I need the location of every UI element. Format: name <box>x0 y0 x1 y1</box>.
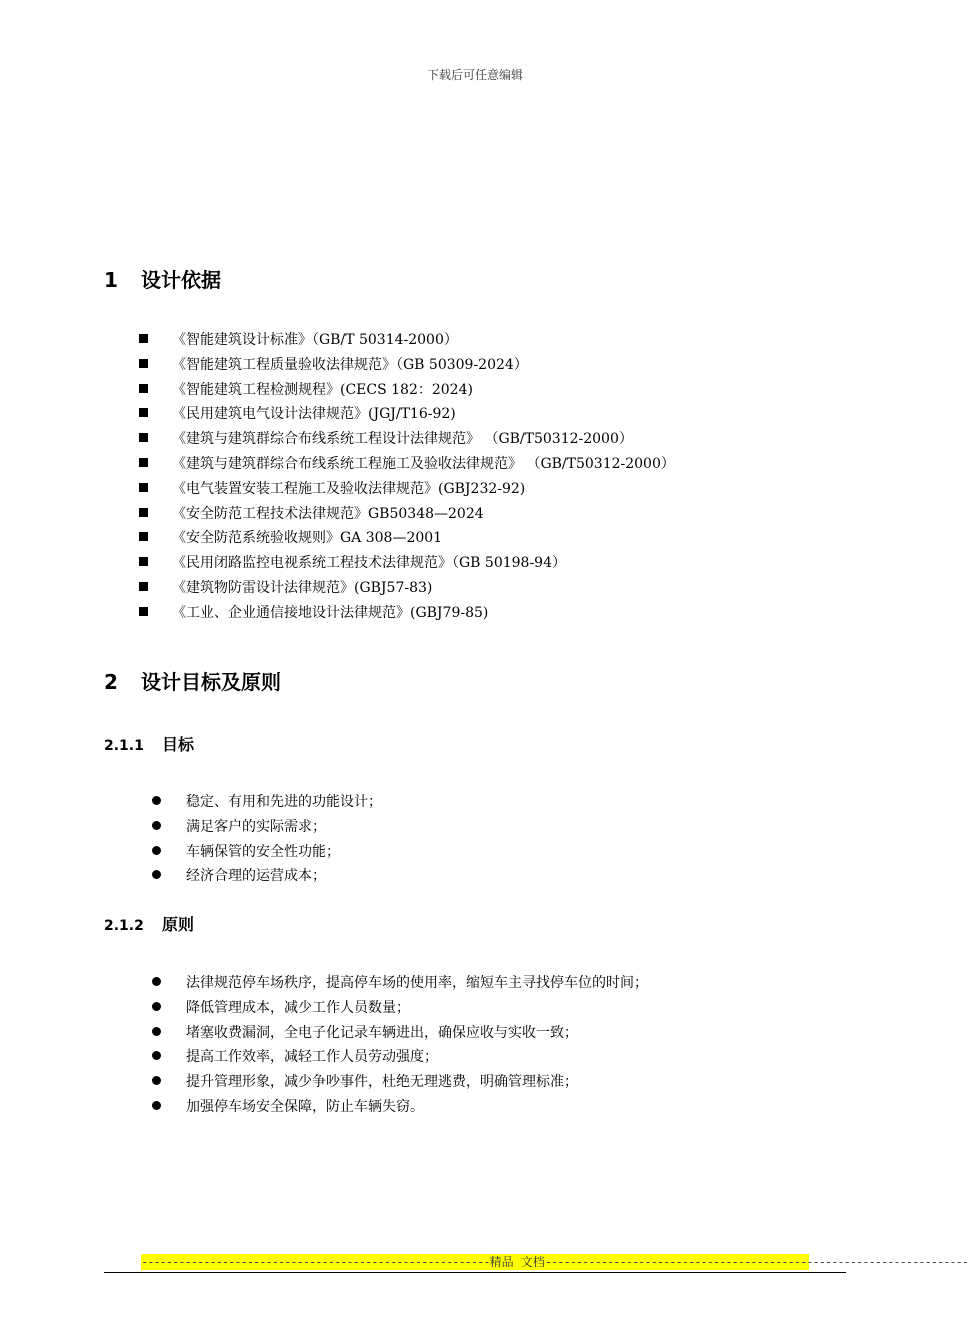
round-bullet-icon <box>152 1076 161 1085</box>
list-item <box>152 815 382 840</box>
list-item <box>152 840 382 865</box>
list-item-text: 《民用闭路监控电视系统工程技术法律规范》（GB 50198-94） <box>172 555 567 572</box>
goals-list <box>152 790 382 889</box>
footer-highlight-band <box>141 1254 968 1270</box>
round-bullet-icon <box>152 796 161 805</box>
section-1-heading <box>104 264 221 293</box>
list-item-text: 满足客户的实际需求； <box>186 818 326 835</box>
round-bullet-icon <box>152 1101 161 1110</box>
list-item <box>139 477 675 502</box>
footer-label: 精品 文档 <box>489 1255 545 1269</box>
list-item-text: 《建筑物防雷设计法律规范》(GBJ57-83) <box>172 579 433 596</box>
principles-list <box>152 971 648 1120</box>
round-bullet-icon <box>152 870 161 879</box>
list-item-text: 《智能建筑设计标准》（GB/T 50314-2000） <box>172 332 458 348</box>
square-bullet-icon <box>139 483 148 492</box>
list-item <box>152 1070 648 1095</box>
section-1-title: 设计依据 <box>141 268 221 292</box>
list-item <box>152 971 648 996</box>
round-bullet-icon <box>152 821 161 830</box>
list-item-text: 《电气装置安装工程施工及验收法律规范》(GBJ232-92) <box>172 480 526 497</box>
list-item-text: 《智能建筑工程质量验收法律规范》（GB 50309-2024） <box>172 356 528 373</box>
list-item-text: 《智能建筑工程检测规程》(CECS 182：2024) <box>172 381 473 398</box>
square-bullet-icon <box>139 433 148 442</box>
round-bullet-icon <box>152 977 161 986</box>
list-item-text: 《建筑与建筑群综合布线系统工程施工及验收法律规范》 （GB/T50312-2000） <box>172 455 675 472</box>
list-item-text: 堵塞收费漏洞，全电子化记录车辆进出，确保应收与实收一致； <box>186 1024 578 1041</box>
list-item <box>152 996 648 1021</box>
subsection-number: 2.1.1 <box>104 738 144 754</box>
section-2-number: 2 <box>104 670 118 694</box>
square-bullet-icon <box>139 384 148 393</box>
list-item-text: 《工业、企业通信接地设计法律规范》(GBJ79-85) <box>172 604 489 621</box>
square-bullet-icon <box>139 557 148 566</box>
list-item-text: 经济合理的运营成本； <box>186 868 326 885</box>
round-bullet-icon <box>152 846 161 855</box>
list-item <box>139 427 675 452</box>
list-item <box>139 402 675 427</box>
list-item-text: 加强停车场安全保障，防止车辆失窃。 <box>186 1098 424 1115</box>
square-bullet-icon <box>139 359 148 368</box>
square-bullet-icon <box>139 607 148 616</box>
list-item <box>139 452 675 477</box>
square-bullet-icon <box>139 334 148 343</box>
header-note: 下载后可任意编辑 <box>426 68 523 82</box>
list-item-text: 降低管理成本，减少工作人员数量； <box>186 999 410 1016</box>
list-item <box>152 1045 648 1070</box>
list-item <box>139 328 675 353</box>
list-item-text: 《建筑与建筑群综合布线系统工程设计法律规范》 （GB/T50312-2000） <box>172 431 633 448</box>
list-item-text: 《安全防范工程技术法律规范》GB50348—2024 <box>172 505 484 522</box>
list-item <box>139 526 675 551</box>
list-item-text: 《民用建筑电气设计法律规范》(JGJ/T16-92) <box>172 406 456 423</box>
list-item <box>139 378 675 403</box>
round-bullet-icon <box>152 1027 161 1036</box>
square-bullet-icon <box>139 458 148 467</box>
section-2-title: 设计目标及原则 <box>141 670 281 694</box>
square-bullet-icon <box>139 532 148 541</box>
section-2-heading <box>104 666 281 695</box>
list-item-text: 法律规范停车场秩序，提高停车场的使用率，缩短车主寻找停车位的时间； <box>186 975 648 991</box>
subsection-2-1-1-heading <box>104 732 194 755</box>
list-item <box>139 551 675 576</box>
list-item-text: 提高工作效率，减轻工作人员劳动强度； <box>186 1049 438 1066</box>
square-bullet-icon <box>139 408 148 417</box>
subsection-number: 2.1.2 <box>104 918 144 934</box>
list-item <box>152 1095 648 1120</box>
list-item <box>139 502 675 527</box>
list-item-text: 稳定、有用和先进的功能设计； <box>186 794 382 810</box>
subsection-title: 目标 <box>162 735 195 754</box>
list-item-text: 《安全防范系统验收规则》GA 308—2001 <box>172 530 443 547</box>
list-item <box>139 353 675 378</box>
list-item <box>139 601 675 626</box>
footer-right-dashes: -------------------------------------------------------------------- <box>544 1255 968 1269</box>
list-item <box>139 576 675 601</box>
section-1-number: 1 <box>104 268 118 292</box>
list-item <box>152 1021 648 1046</box>
subsection-title: 原则 <box>162 915 195 934</box>
round-bullet-icon <box>152 1051 161 1060</box>
square-bullet-icon <box>139 582 148 591</box>
list-item <box>152 790 382 815</box>
round-bullet-icon <box>152 1002 161 1011</box>
square-bullet-icon <box>139 508 148 517</box>
footer-divider <box>104 1272 846 1273</box>
subsection-2-1-2-heading <box>104 912 194 935</box>
standards-list <box>139 328 675 626</box>
footer-left-dashes: -------------------------------------------------------- <box>141 1255 490 1269</box>
list-item <box>152 864 382 889</box>
list-item-text: 车辆保管的安全性功能； <box>186 843 340 860</box>
list-item-text: 提升管理形象，减少争吵事件，杜绝无理逃费，明确管理标准； <box>186 1074 578 1091</box>
